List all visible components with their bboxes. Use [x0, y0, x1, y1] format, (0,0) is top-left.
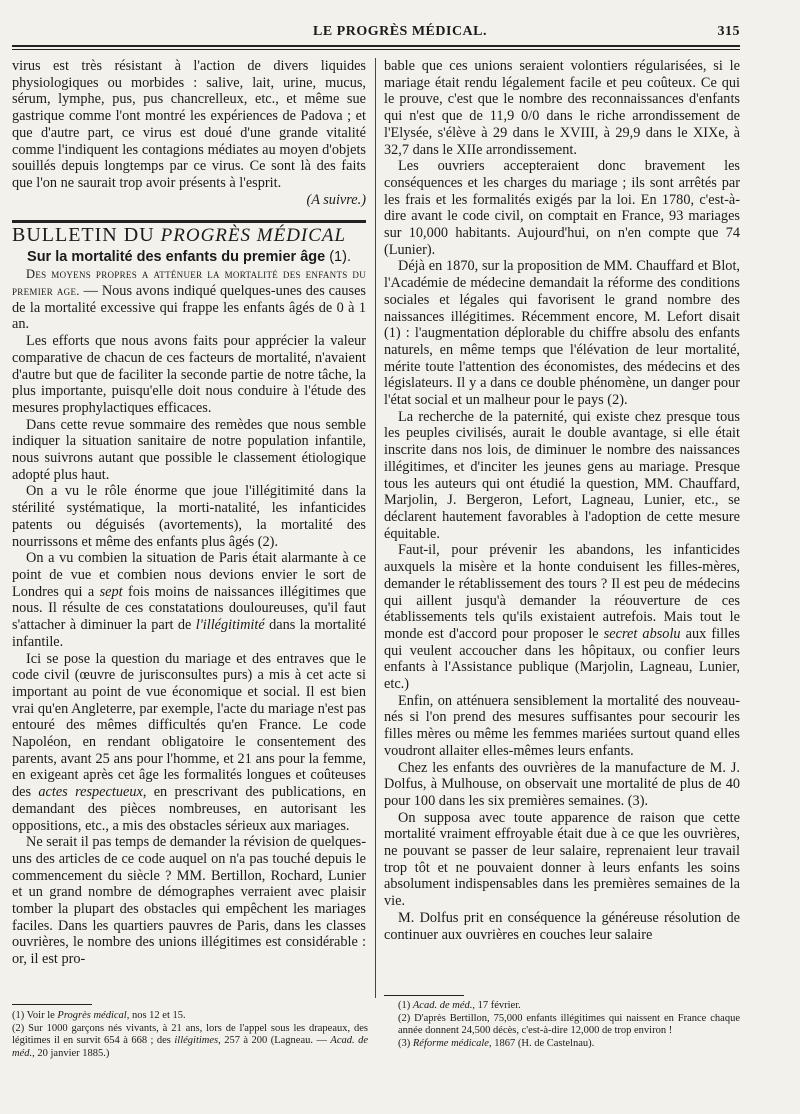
paragraph: Ne serait il pas temps de demander la révision de quelques-uns des articles de ce code auquel on n'a pas touché depuis le commencement du siècle ? MM. Bertillon, Rochard, Lunier et un grand nombre de démographes verraient avec plaisir tomber la plupart des obstacles qui empêchent les mariages faciles. Dans les quartiers pauvres de Paris, dans les classes ouvrières, le nombre des unions illégitimes est considérable : or, il est pro-	[12, 834, 366, 968]
running-header	[0, 24, 800, 44]
paragraph: Ici se pose la question du mariage et des entraves que le code civil (œuvre de jurisconsultes purs) a mis à cet acte si important au point de vue économique et social. Il est bien vrai qu'en Angleterre, par exemple, l'acte du mariage n'est pas entouré des mêmes difficultés qu'en France. Le code Napoléon, en rendant obligatoire le consentement des parents, avant 25 ans pour l'homme, et 21 ans pour la femme, en exigeant après cet âge les formalités longues et coûteuses des actes respectueux, en prescrivant des publications, en demandant des pièces nombreuses, en autorisant les oppositions, etc., a mis des obstacles sérieux aux mariages.	[12, 650, 366, 834]
journal-title: LE PROGRÈS MÉDICAL.	[312, 24, 488, 39]
footnotes-right	[398, 1000, 740, 1050]
left-column	[12, 58, 366, 968]
paragraph: Des moyens propres a atténuer la mortalité des enfants du premier age. — Nous avons indiqué quelques-unes des causes de la mortalité excessive qui frappe les enfants âgés de 0 à 1 an.	[12, 267, 366, 333]
footnote: (1) Voir le Progrès médical, nos 12 et 15.	[12, 1010, 186, 1021]
paragraph: virus est très résistant à l'action de divers liquides physiologiques ou morbides : salive, lait, urine, mucus, sérum, lymphe, pus, pus chancrelleux, etc., et même sue gastrique comme l'ont montré les expériences de Padova ; et que d'autre part, ce virus est doué d'une grande vitalité comme l'indiquent les contagions médiates au moyen d'objets souillés depuis longtemps par ce virus. Ce sont là des faits que l'on ne saurait trop avoir présents à l'esprit.	[12, 58, 366, 191]
paragraph: On a vu combien la situation de Paris était alarmante à ce point de vue et combien nous devions envier le sort de Londres qui a sept fois moins de naissances illégitimes que nous. Il résulte de ces constatations douloureuses, qu'il faut s'attacher à diminuer la part de l'illégitimité dans la mortalité infantile.	[12, 550, 367, 650]
paragraph: La recherche de la paternité, qui existe chez presque tous les peuples civilisés, aurait le double avantage, si elle était inscrite dans nos lois, de diminuer le nombre des naissances illégitimes, et d'inciter les jeunes gens au mariage. Presque tous les auteurs qui ont étudié la question, MM. Chauffard, Marjolin, J. Bergeron, Lefort, Lagneau, Lunier, etc., se déclarent hautement favorables à l'adoption de cette mesure équitable.	[384, 408, 740, 542]
paragraph: M. Dolfus prit en conséquence la généreuse résolution de continuer aux ouvrières en couches leur salaire	[384, 909, 740, 943]
footnote: (1) Acad. de méd., 17 février.	[398, 1000, 521, 1011]
bulletin-heading: BULLETIN DU PROGRÈS MÉDICAL	[12, 224, 347, 247]
header-rule-bottom	[12, 49, 740, 50]
paragraph: bable que ces unions seraient volontiers régularisées, si le mariage était rendu légalement facile et peu coûteux. Ce qui le prouve, c'est que le nombre des reconnaissances d'enfants qui n'est que de 11,9 0/0 dans le riche arrondissement de l'Elysée, s'élève à 29 dans le XVIII, à 29,9 dans le XIXe, à 32,7 dans le XIIe arrondissement.	[384, 58, 740, 158]
footnote: (2) D'après Bertillon, 75,000 enfants illégitimes qui naissent en France chaque année donnent 24,500 décès, c'est-à-dire 12,000 de trop environ !	[398, 1012, 740, 1036]
footnote-rule-right	[384, 995, 464, 996]
paragraph: Faut-il, pour prévenir les abandons, les infanticides auxquels la misère et la honte conduisent les filles-mères, demander le rétablissement des tours ? Il est peu de médecins qui aillent jusqu'à demander la réouverture de ces établissements tels qu'ils existaient autrefois. Mais tout le monde est d'accord pour proposer le secret absolu aux filles qui veulent accoucher dans les hôpitaux, ou confier leurs enfants à l'Assistance publique (Marjolin, Lagneau, Lunier, etc.)	[384, 542, 740, 693]
footnotes-left	[12, 1010, 368, 1060]
continuation-note: (A suivre.)	[306, 191, 366, 208]
paragraph: Enfin, on atténuera sensiblement la mortalité des nouveau-nés si l'on prend des mesures suffisantes pour secourir les filles mères ou même les femmes mariées surtout quand elles voudront allaiter elles-mêmes leurs enfants.	[384, 692, 740, 759]
footnote-rule-left	[12, 1004, 92, 1005]
paragraph: Déjà en 1870, sur la proposition de MM. Chauffard et Blot, l'Académie de médecine demandait la réforme des conditions sociales et légales qui favorisent le grand nombre des naissances illégitimes. Récemment encore, M. Lefort disait (1) : l'augmentation déplorable du chiffre absolu des enfants naturels, en même temps que l'élévation de leur mortalité, mérite toute l'attention des économistes, des médecins et des législateurs. Il y a dans ce double phénomène, un danger pour l'état social et un malheur pour le pays (2).	[384, 258, 740, 409]
section-rule	[12, 220, 366, 223]
header-rule-top	[12, 45, 740, 47]
paragraph: On a vu le rôle énorme que joue l'illégitimité dans la stérilité systématique, la morti-natalité, les infanticides patents ou déguisés (avortements), la mortalité des nourrissons et même des enfants plus âgés (2).	[12, 483, 366, 550]
column-separator	[375, 58, 376, 998]
footnote: (2) Sur 1000 garçons nés vivants, à 21 ans, lors de l'appel sous les drapeaux, des légitimes il en survit 654 à 668 ; des illégitimes, 257 à 200 (Lagneau. — Acad. de méd., 20 janvier 1885.)	[12, 1022, 368, 1059]
paragraph: Dans cette revue sommaire des remèdes que nous semble indiquer la situation sanitaire de notre population infantile, nous suivrons autant que possible le classement étiologique adopté plus haut.	[12, 416, 366, 483]
right-column	[384, 58, 740, 943]
page-number: 315	[717, 24, 740, 39]
paragraph: Les efforts que nous avons faits pour apprécier la valeur comparative de chacun de ces facteurs de mortalité, n'avaient d'autre but que de faciliter la seconde partie de notre tâche, la plus importante, puisqu'elle doit nous conduire à l'étude des mesures prophylactiques efficaces.	[12, 333, 366, 416]
paragraph: Chez les enfants des ouvrières de la manufacture de M. J. Dolfus, à Mulhouse, on observait une mortalité de plus de 40 pour 100 dans les six premières semaines. (3).	[384, 759, 740, 809]
paragraph: Les ouvriers accepteraient donc bravement les conséquences et les charges du mariage ; ils sont arrêtés par les frais et les formalités exigés par la loi. En 1780, c'est-à-dire avant le code civil, on comptait en France, 93 mariages sur 10,000 habitants. Aujourd'hui, on n'en compte que 74 (Lunier).	[384, 158, 740, 258]
article-subtitle: Sur la mortalité des enfants du premier âge (1).	[27, 249, 351, 266]
paragraph: On supposa avec toute apparence de raison que cette mortalité vraiment effroyable était due à ce que les ouvrières, ne pouvant se passer de leur salaire, reprenaient leur travail trop tôt et ne pouvaient donner à leurs enfants les soins absolument indispensables dans les premières semaines de la vie.	[384, 809, 740, 910]
footnote: (3) Réforme médicale, 1867 (H. de Castelnau).	[398, 1037, 595, 1049]
